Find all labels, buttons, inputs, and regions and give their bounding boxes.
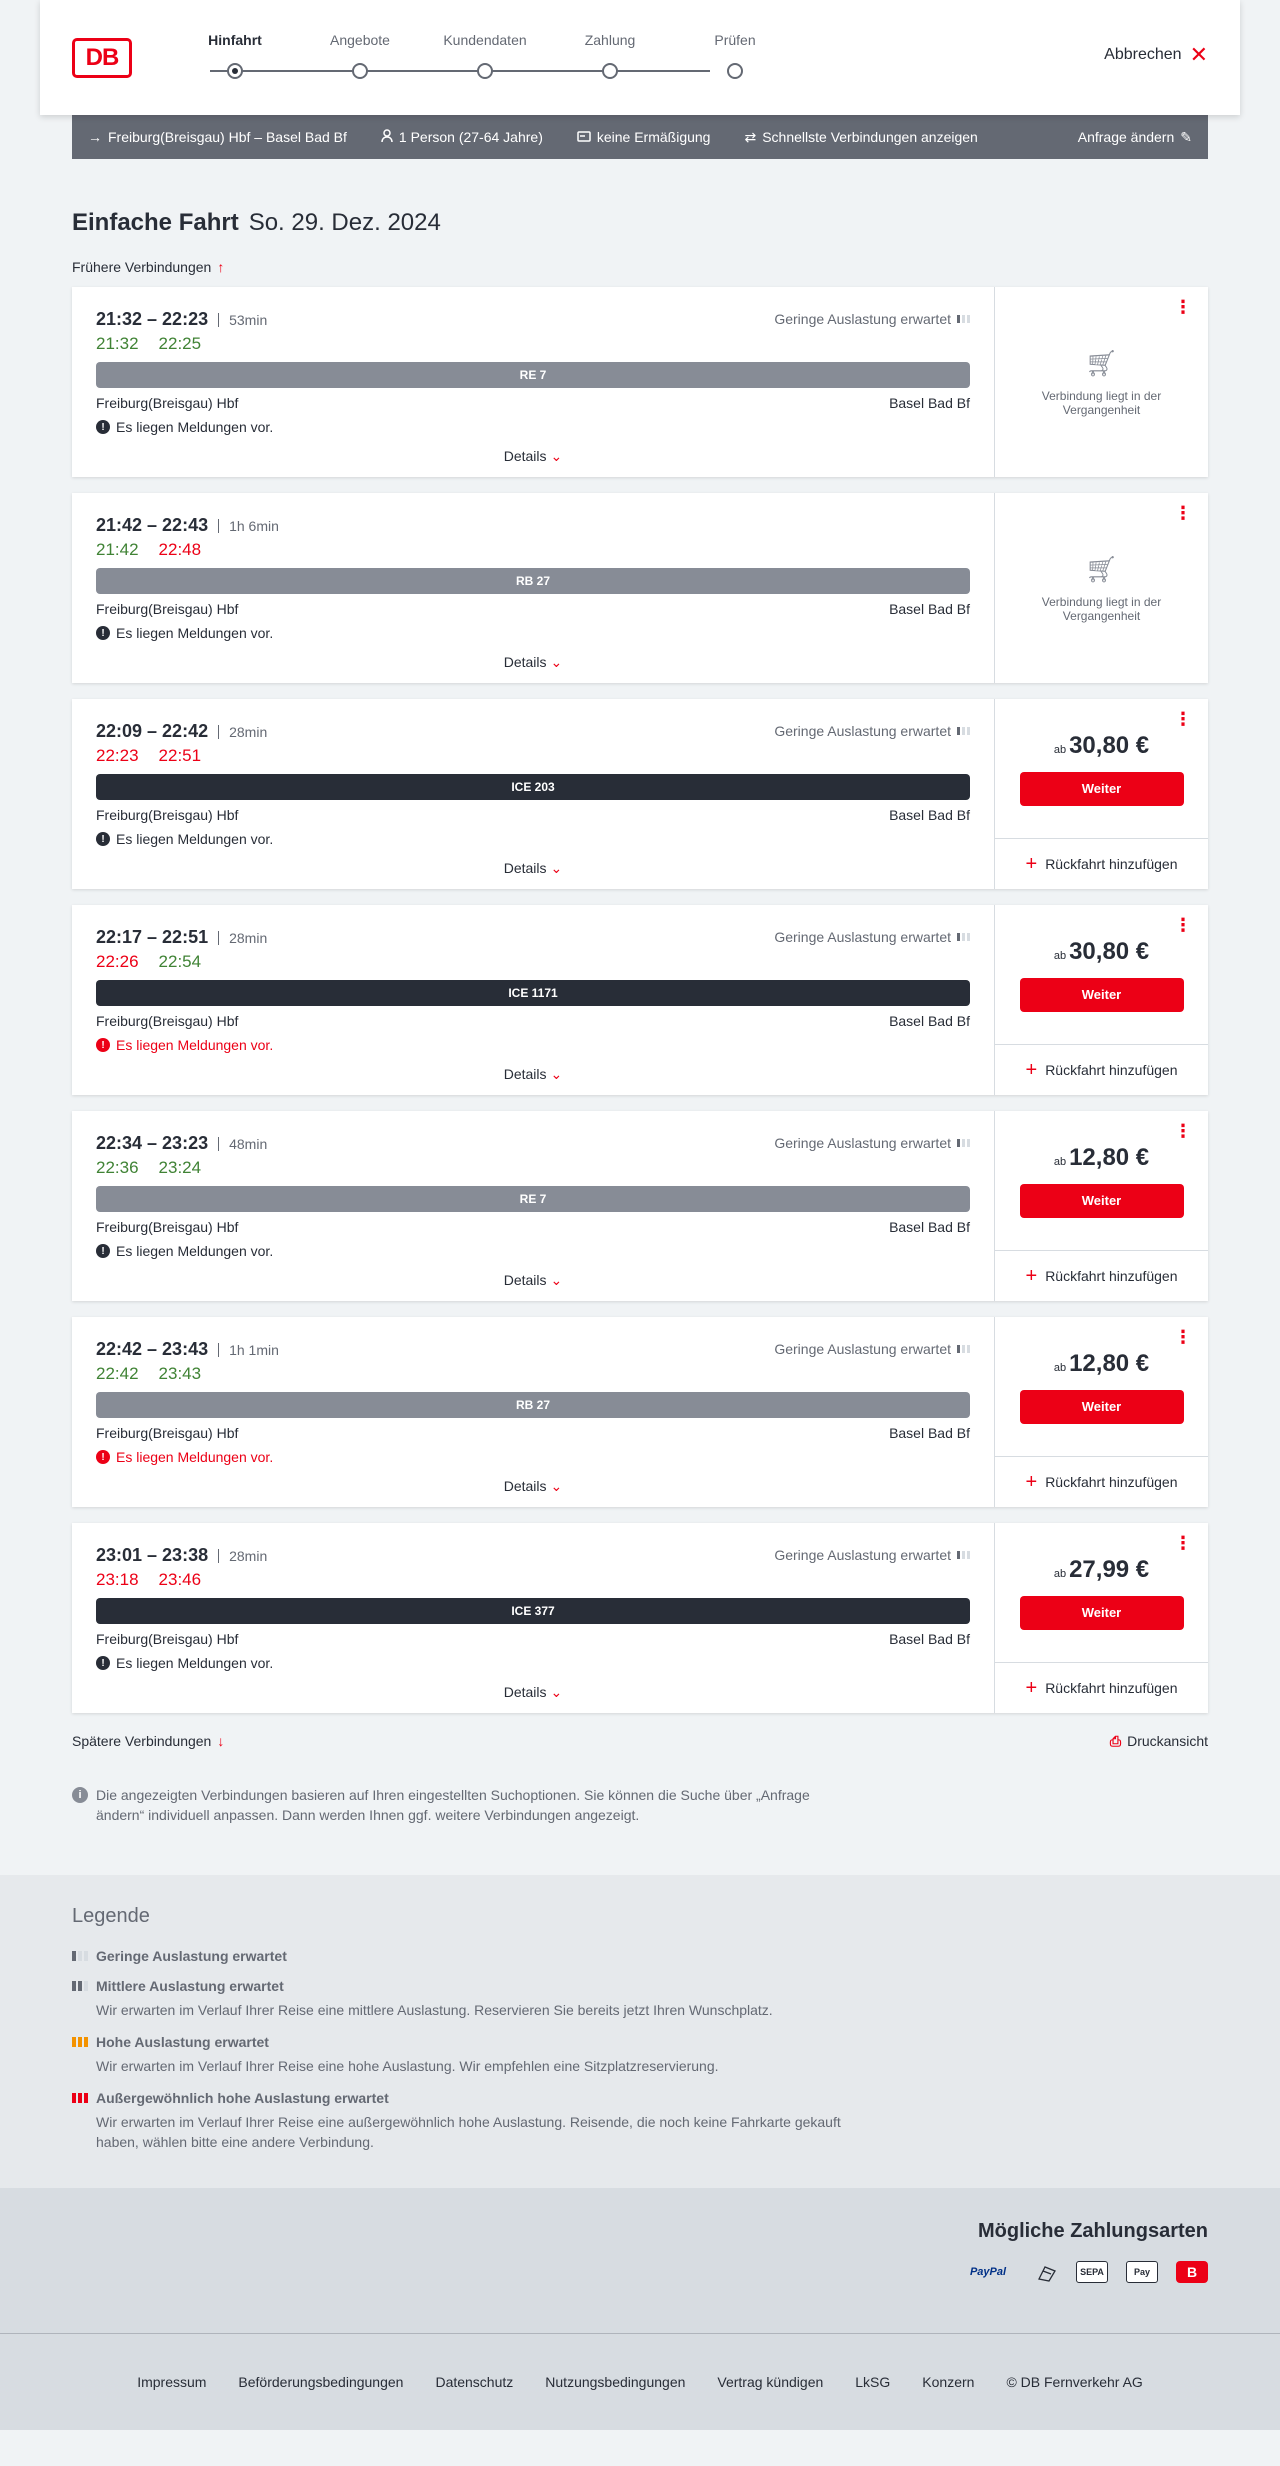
alert-icon: !	[96, 1656, 110, 1670]
destination-station: Basel Bad Bf	[889, 1219, 970, 1235]
destination-station: Basel Bad Bf	[889, 807, 970, 823]
route-text: Freiburg(Breisgau) Hbf – Basel Bad Bf	[108, 129, 347, 145]
origin-station: Freiburg(Breisgau) Hbf	[96, 1219, 239, 1235]
details-label: Details	[503, 448, 547, 464]
info-icon: i	[72, 1787, 88, 1803]
destination-station: Basel Bad Bf	[889, 601, 970, 617]
edit-label: Anfrage ändern	[1077, 129, 1175, 145]
message-text: Es liegen Meldungen vor.	[116, 1655, 274, 1671]
occupancy-icon	[957, 315, 970, 323]
realtime-times	[96, 1364, 970, 1384]
paypal-icon: PayPal	[969, 2266, 1007, 2278]
realtime-times	[96, 334, 970, 354]
price-value: 30,80 €	[1069, 731, 1150, 759]
stations	[96, 1631, 970, 1647]
occupancy-info	[774, 723, 970, 739]
occupancy-info	[774, 1341, 970, 1357]
legend-heading: Legende	[72, 1905, 150, 1927]
connection-offer	[995, 493, 1208, 683]
footer-link[interactable]: Beförderungsbedingungen	[238, 2374, 404, 2390]
connection-card[interactable]	[72, 287, 1208, 477]
past-label: Verbindung liegt in der Vergangenheit	[1041, 594, 1162, 623]
return-label: Rückfahrt hinzufügen	[1045, 1062, 1178, 1078]
legend-item-desc: Wir erwarten im Verlauf Ihrer Reise eine außergewöhnlich hohe Auslastung. Reisende, die noch keine Fahrkarte gekauft haben, wählen bitte eine andere Verbindung.	[96, 2114, 841, 2150]
realtime-departure: 21:32	[96, 334, 139, 353]
travellers-summary	[381, 129, 543, 146]
info-note	[72, 1785, 852, 1825]
step-label: Kundendaten	[443, 32, 527, 48]
message-text: Es liegen Meldungen vor.	[116, 831, 274, 847]
occupancy-icon	[957, 1139, 970, 1147]
train-bar[interactable]: ICE 203	[96, 774, 970, 800]
realtime-times	[96, 952, 970, 972]
price-prefix: ab	[1053, 1361, 1067, 1374]
occupancy-label: Geringe Auslastung erwartet	[774, 311, 951, 327]
return-label: Rückfahrt hinzufügen	[1045, 1680, 1178, 1696]
connection-main	[72, 699, 995, 889]
details-toggle[interactable]	[72, 1478, 994, 1495]
occupancy-info	[774, 1547, 970, 1563]
print-view-link[interactable]	[1110, 1733, 1208, 1750]
trip-type-heading: Einfache Fahrt	[72, 209, 239, 236]
details-label: Details	[503, 654, 547, 670]
train-bar[interactable]: RB 27	[96, 1392, 970, 1418]
earlier-connections-link[interactable]	[72, 259, 1208, 275]
message-notice	[96, 625, 970, 641]
realtime-arrival: 22:51	[158, 746, 202, 765]
close-icon: ✕	[1189, 42, 1208, 67]
pencil-icon: ✎	[1180, 128, 1192, 145]
past-label: Verbindung liegt in der Vergangenheit	[1041, 388, 1162, 417]
occupancy-label: Geringe Auslastung erwartet	[774, 723, 951, 739]
details-label: Details	[503, 1066, 547, 1082]
step-zahlung	[555, 32, 665, 54]
details-toggle[interactable]	[72, 1684, 994, 1701]
more-options-icon[interactable]: ⋮	[1174, 503, 1192, 523]
duration: 1h 1min	[218, 1343, 279, 1357]
plus-icon: +	[1025, 853, 1038, 875]
more-options-icon[interactable]: ⋮	[1174, 915, 1192, 935]
trip-date: So. 29. Dez. 2024	[248, 209, 441, 236]
realtime-departure: 21:42	[96, 540, 139, 559]
origin-station: Freiburg(Breisgau) Hbf	[96, 807, 239, 823]
stations	[96, 395, 970, 411]
scheduled-times: 21:32 – 22:23	[96, 309, 209, 329]
message-notice	[96, 1243, 970, 1259]
destination-station: Basel Bad Bf	[889, 395, 970, 411]
realtime-times	[96, 540, 970, 560]
duration: 48min	[218, 1137, 267, 1151]
realtime-departure: 22:23	[96, 746, 139, 765]
legend-item-title	[72, 2090, 1208, 2106]
chevron-down-icon: ⌄	[550, 1066, 563, 1082]
origin-station: Freiburg(Breisgau) Hbf	[96, 1013, 239, 1029]
page-header	[40, 0, 1240, 115]
connection-card[interactable]	[72, 493, 1208, 683]
legend-item-title	[72, 1978, 1208, 1994]
person-icon	[381, 129, 393, 146]
connection-times	[96, 515, 970, 536]
add-return-button[interactable]	[995, 839, 1208, 889]
occupancy-label: Geringe Auslastung erwartet	[774, 1135, 951, 1151]
edit-request-button[interactable]	[1078, 129, 1192, 146]
step-pruefen	[680, 32, 790, 54]
message-text: Es liegen Meldungen vor.	[116, 1037, 274, 1053]
legend-item-title	[72, 2034, 1208, 2050]
occupancy-label: Geringe Auslastung erwartet	[774, 1547, 951, 1563]
footer-link[interactable]: © DB Fernverkehr AG	[1006, 2374, 1143, 2390]
price	[1054, 1556, 1149, 1584]
legend-title-text: Hohe Auslastung erwartet	[96, 2034, 269, 2050]
realtime-times	[96, 1158, 970, 1178]
payment-icons	[72, 2261, 1208, 2283]
train-bar[interactable]: RE 7	[96, 362, 970, 388]
legend-item	[72, 2034, 1208, 2076]
more-options-icon[interactable]: ⋮	[1174, 1121, 1192, 1141]
realtime-arrival: 22:48	[158, 540, 202, 559]
more-options-icon[interactable]: ⋮	[1174, 1327, 1192, 1347]
duration: 28min	[218, 931, 267, 945]
train-bar[interactable]: ICE 1171	[96, 980, 970, 1006]
later-label: Spätere Verbindungen	[72, 1733, 212, 1749]
realtime-times	[96, 1570, 970, 1590]
step-dot	[727, 63, 743, 79]
connection-offer	[995, 699, 1208, 889]
footer-link[interactable]: Datenschutz	[435, 2374, 514, 2390]
connection-main	[72, 1111, 995, 1301]
alert-icon: !	[96, 1244, 110, 1258]
search-summary-bar	[72, 115, 1208, 159]
realtime-departure: 23:18	[96, 1570, 139, 1589]
price	[1054, 1350, 1149, 1378]
price	[1054, 938, 1149, 966]
price-prefix: ab	[1053, 949, 1067, 962]
details-toggle[interactable]	[72, 448, 994, 465]
scheduled-times: 22:17 – 22:51	[96, 927, 209, 947]
print-icon: ⎙	[1109, 1732, 1122, 1749]
stations	[96, 601, 970, 617]
step-dot	[602, 63, 618, 79]
message-notice	[96, 831, 970, 847]
connection-card[interactable]	[72, 699, 1208, 889]
scheduled-times: 21:42 – 22:43	[96, 515, 209, 535]
scheduled-times: 22:42 – 23:43	[96, 1339, 209, 1359]
option-summary	[744, 129, 977, 146]
legend-item-desc: Wir erwarten im Verlauf Ihrer Reise eine mittlere Auslastung. Reservieren Sie bereits jetzt Ihren Wunschplatz.	[96, 2002, 773, 2018]
earlier-label: Frühere Verbindungen	[72, 259, 212, 275]
scheduled-times: 23:01 – 23:38	[96, 1545, 209, 1565]
duration: 28min	[218, 725, 267, 739]
connection-card[interactable]	[72, 1317, 1208, 1507]
connection-list	[72, 287, 1208, 1713]
page-title	[72, 209, 1208, 237]
discount-text: keine Ermäßigung	[596, 129, 711, 145]
apple-pay-icon: Pay	[1126, 2261, 1158, 2283]
footer-link[interactable]: Konzern	[922, 2374, 975, 2390]
continue-button[interactable]: Weiter	[1020, 1390, 1184, 1424]
message-notice	[96, 1037, 970, 1053]
price-prefix: ab	[1053, 1567, 1067, 1580]
details-toggle[interactable]	[72, 860, 994, 877]
details-toggle[interactable]	[72, 1272, 994, 1289]
occupancy-icon	[72, 2093, 88, 2103]
stations	[96, 1425, 970, 1441]
list-footer	[72, 1729, 1208, 1753]
connection-offer	[995, 1111, 1208, 1301]
step-hinfahrt[interactable]	[180, 32, 290, 54]
chevron-down-icon: ⌄	[550, 860, 563, 876]
page-footer	[0, 2333, 1280, 2430]
info-text: Die angezeigten Verbindungen basieren auf Ihren eingestellten Suchoptionen. Sie können die Suche über „Anfrage ändern“ individuell anpassen. Dann werden Ihnen ggf. weitere Verbindungen angezeigt.	[96, 1787, 810, 1823]
print-label: Druckansicht	[1127, 1733, 1208, 1749]
step-dot	[227, 63, 243, 79]
realtime-departure: 22:42	[96, 1364, 139, 1383]
realtime-arrival: 22:25	[158, 334, 202, 353]
message-notice	[96, 1655, 970, 1671]
stations	[96, 807, 970, 823]
more-options-icon[interactable]: ⋮	[1174, 709, 1192, 729]
step-label: Zahlung	[584, 32, 636, 48]
discount-summary	[577, 129, 711, 145]
step-label: Hinfahrt	[208, 32, 262, 48]
cancel-label: Abbrechen	[1104, 46, 1182, 63]
route-summary	[88, 129, 347, 145]
price-value: 27,99 €	[1069, 1555, 1150, 1583]
connection-offer	[995, 1523, 1208, 1713]
connection-card[interactable]	[72, 1523, 1208, 1713]
booking-stepper	[180, 32, 800, 82]
train-bar[interactable]: RE 7	[96, 1186, 970, 1212]
price-prefix: ab	[1053, 1155, 1067, 1168]
cancel-button[interactable]	[1104, 42, 1208, 67]
legend-section	[0, 1875, 1280, 2188]
connection-main	[72, 905, 995, 1095]
swap-icon: ⇄	[744, 128, 757, 145]
chevron-down-icon: ⌄	[550, 1272, 563, 1288]
occupancy-icon	[957, 1345, 970, 1353]
step-dot	[477, 63, 493, 79]
occupancy-icon	[72, 2037, 88, 2047]
connection-card[interactable]	[72, 905, 1208, 1095]
scheduled-times: 22:34 – 23:23	[96, 1133, 209, 1153]
travellers-text: 1 Person (27-64 Jahre)	[398, 129, 543, 145]
connection-offer	[995, 287, 1208, 477]
destination-station: Basel Bad Bf	[889, 1631, 970, 1647]
duration: 28min	[218, 1549, 267, 1563]
legend-title-text: Mittlere Auslastung erwartet	[96, 1978, 284, 1994]
step-label: Prüfen	[714, 32, 756, 48]
message-text: Es liegen Meldungen vor.	[116, 1449, 274, 1465]
add-return-button[interactable]	[995, 1457, 1208, 1507]
plus-icon: +	[1025, 1471, 1038, 1493]
add-return-button[interactable]	[995, 1045, 1208, 1095]
connection-offer	[995, 905, 1208, 1095]
connection-card[interactable]	[72, 1111, 1208, 1301]
continue-button[interactable]: Weiter	[1020, 1184, 1184, 1218]
arrow-down-icon: ↓	[217, 1733, 225, 1749]
plus-icon: +	[1025, 1059, 1038, 1081]
option-text: Schnellste Verbindungen anzeigen	[762, 129, 978, 145]
cart-icon: 🛒︎	[1084, 347, 1118, 378]
footer-link[interactable]: Vertrag kündigen	[717, 2374, 824, 2390]
return-label: Rückfahrt hinzufügen	[1045, 1268, 1178, 1284]
continue-button[interactable]: Weiter	[1020, 772, 1184, 806]
realtime-arrival: 22:54	[158, 952, 202, 971]
sepa-icon: SEPA	[1076, 2261, 1108, 2283]
chevron-down-icon: ⌄	[550, 1478, 563, 1494]
message-notice	[96, 419, 970, 435]
occupancy-info	[774, 929, 970, 945]
origin-station: Freiburg(Breisgau) Hbf	[96, 1425, 239, 1441]
footer-link[interactable]: LkSG	[855, 2374, 891, 2390]
legend-item-desc: Wir erwarten im Verlauf Ihrer Reise eine hohe Auslastung. Wir empfehlen eine Sitzplatzreservierung.	[96, 2058, 719, 2074]
alert-icon: !	[96, 1038, 110, 1052]
train-bar[interactable]: ICE 377	[96, 1598, 970, 1624]
card-icon	[577, 129, 591, 145]
realtime-arrival: 23:46	[158, 1570, 202, 1589]
stepper-line	[210, 70, 710, 72]
alert-icon: !	[96, 832, 110, 846]
credit-card-icon	[1036, 2261, 1058, 2283]
details-label: Details	[503, 860, 547, 876]
payment-heading: Mögliche Zahlungsarten	[977, 2220, 1208, 2242]
price-prefix: ab	[1053, 743, 1067, 756]
return-label: Rückfahrt hinzufügen	[1045, 856, 1178, 872]
add-return-button[interactable]	[995, 1663, 1208, 1713]
footer-link[interactable]: Nutzungsbedingungen	[545, 2374, 686, 2390]
details-label: Details	[503, 1272, 547, 1288]
price	[1054, 1144, 1149, 1172]
occupancy-icon	[72, 1951, 88, 1961]
destination-station: Basel Bad Bf	[889, 1013, 970, 1029]
step-dot	[352, 63, 368, 79]
legend-item	[72, 1978, 1208, 2020]
message-text: Es liegen Meldungen vor.	[116, 1243, 274, 1259]
connection-main	[72, 287, 995, 477]
details-label: Details	[503, 1478, 547, 1494]
more-options-icon[interactable]: ⋮	[1174, 297, 1192, 317]
chevron-down-icon: ⌄	[550, 448, 563, 464]
realtime-departure: 22:26	[96, 952, 139, 971]
footer-link[interactable]: Impressum	[137, 2374, 207, 2390]
realtime-departure: 22:36	[96, 1158, 139, 1177]
continue-button[interactable]: Weiter	[1020, 1596, 1184, 1630]
origin-station: Freiburg(Breisgau) Hbf	[96, 395, 239, 411]
alert-icon: !	[96, 420, 110, 434]
plus-icon: +	[1025, 1265, 1038, 1287]
legend-title-text: Geringe Auslastung erwartet	[96, 1948, 287, 1964]
stations	[96, 1219, 970, 1235]
connection-main	[72, 1523, 995, 1713]
cart-icon: 🛒︎	[1084, 553, 1118, 584]
legend-item	[72, 1948, 1208, 1964]
scheduled-times: 22:09 – 22:42	[96, 721, 209, 741]
legend-item-title	[72, 1948, 1208, 1964]
message-text: Es liegen Meldungen vor.	[116, 419, 274, 435]
origin-station: Freiburg(Breisgau) Hbf	[96, 601, 239, 617]
alert-icon: !	[96, 1450, 110, 1464]
occupancy-info	[774, 1135, 970, 1151]
db-bonus-icon: B	[1176, 2261, 1208, 2283]
occupancy-icon	[72, 1981, 88, 1991]
details-toggle[interactable]	[72, 1066, 994, 1083]
payment-section	[0, 2188, 1280, 2333]
arrow-up-icon: ↑	[217, 259, 225, 275]
connection-main	[72, 493, 995, 683]
price-value: 12,80 €	[1069, 1349, 1150, 1377]
duration: 53min	[218, 313, 267, 327]
chevron-down-icon: ⌄	[550, 1684, 563, 1700]
plus-icon: +	[1025, 1677, 1038, 1699]
chevron-down-icon: ⌄	[550, 654, 563, 670]
details-toggle[interactable]	[72, 654, 994, 671]
message-notice	[96, 1449, 970, 1465]
price-value: 30,80 €	[1069, 937, 1150, 965]
stations	[96, 1013, 970, 1029]
occupancy-label: Geringe Auslastung erwartet	[774, 1341, 951, 1357]
legend-title-text: Außergewöhnlich hohe Auslastung erwartet	[96, 2090, 389, 2106]
return-label: Rückfahrt hinzufügen	[1045, 1474, 1178, 1490]
train-bar[interactable]: RB 27	[96, 568, 970, 594]
price-value: 12,80 €	[1069, 1143, 1150, 1171]
connection-offer	[995, 1317, 1208, 1507]
duration: 1h 6min	[218, 519, 279, 533]
realtime-arrival: 23:43	[158, 1364, 202, 1383]
message-text: Es liegen Meldungen vor.	[116, 625, 274, 641]
occupancy-icon	[957, 933, 970, 941]
details-label: Details	[503, 1684, 547, 1700]
later-connections-link[interactable]	[72, 1733, 224, 1749]
origin-station: Freiburg(Breisgau) Hbf	[96, 1631, 239, 1647]
alert-icon: !	[96, 626, 110, 640]
occupancy-icon	[957, 727, 970, 735]
continue-button[interactable]: Weiter	[1020, 978, 1184, 1012]
realtime-times	[96, 746, 970, 766]
step-label: Angebote	[330, 32, 390, 48]
destination-station: Basel Bad Bf	[889, 1425, 970, 1441]
add-return-button[interactable]	[995, 1251, 1208, 1301]
occupancy-label: Geringe Auslastung erwartet	[774, 929, 951, 945]
arrow-right-icon: →	[88, 129, 102, 145]
legend-item	[72, 2090, 1208, 2152]
connection-main	[72, 1317, 995, 1507]
db-logo[interactable]: DB	[72, 38, 132, 78]
step-kundendaten	[430, 32, 540, 54]
realtime-arrival: 23:24	[158, 1158, 202, 1177]
occupancy-icon	[957, 1551, 970, 1559]
step-angebote	[305, 32, 415, 54]
price	[1054, 732, 1149, 760]
occupancy-info	[774, 311, 970, 327]
more-options-icon[interactable]: ⋮	[1174, 1533, 1192, 1553]
